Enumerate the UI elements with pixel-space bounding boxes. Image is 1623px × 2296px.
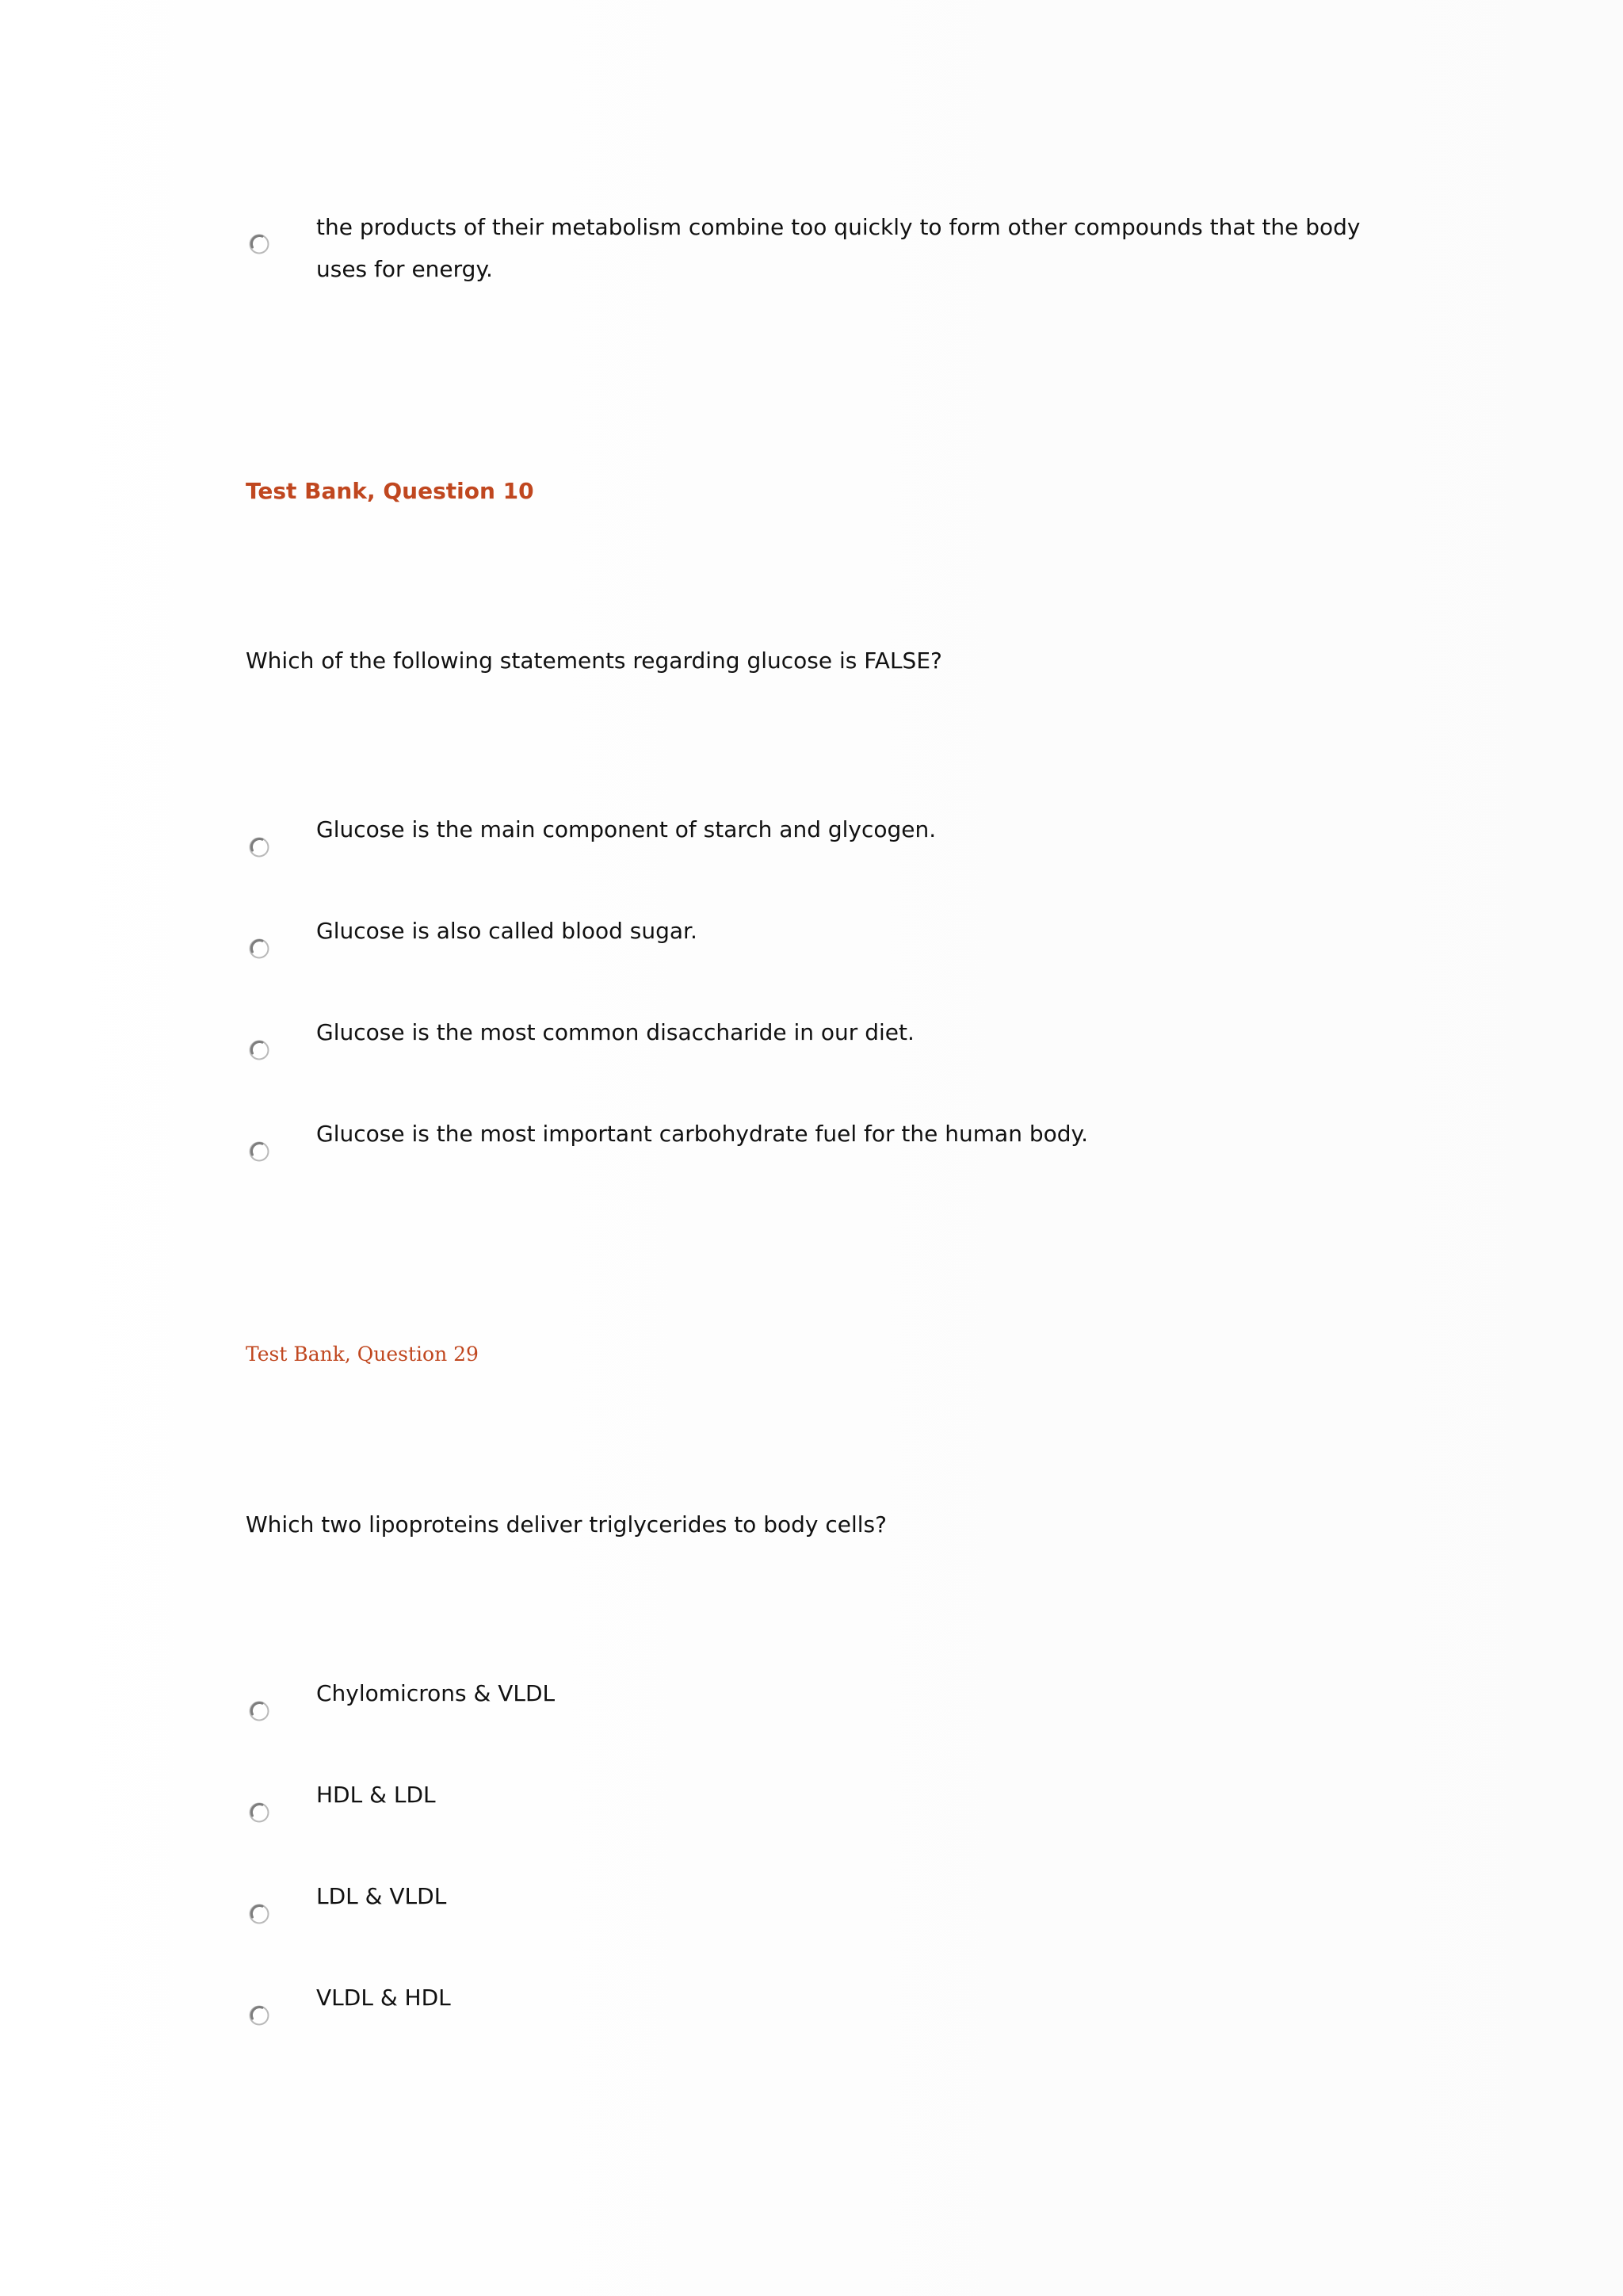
radio-button-icon[interactable]	[247, 1902, 271, 1926]
radio-button-icon[interactable]	[247, 2004, 271, 2027]
question-prompt: Which two lipoproteins deliver triglycerides to body cells?	[246, 1511, 887, 1538]
question-heading: Test Bank, Question 29	[246, 1343, 479, 1366]
answer-option: Chylomicrons & VLDL	[316, 1680, 556, 1706]
answer-option: the products of their metabolism combine too quickly to form other compounds that the body uses for energy.	[316, 214, 1361, 282]
answer-option: Glucose is the most important carbohydrate fuel for the human body.	[316, 1121, 1089, 1147]
answer-option: Glucose is the most common disaccharide in our diet.	[316, 1019, 915, 1045]
answer-option: HDL & LDL	[316, 1782, 436, 1808]
radio-button-icon[interactable]	[247, 1801, 271, 1824]
answer-option: LDL & VLDL	[316, 1883, 447, 1909]
radio-button-icon[interactable]	[247, 1140, 271, 1163]
answer-option: VLDL & HDL	[316, 1985, 451, 2011]
radio-button-icon[interactable]	[247, 835, 271, 859]
radio-button-icon[interactable]	[247, 1699, 271, 1723]
radio-button-icon[interactable]	[247, 937, 271, 961]
radio-button-icon[interactable]	[247, 1038, 271, 1062]
answer-option: Glucose is the main component of starch and glycogen.	[316, 816, 937, 842]
question-heading: Test Bank, Question 10	[246, 478, 534, 504]
answer-option: Glucose is also called blood sugar.	[316, 918, 697, 944]
radio-button-icon[interactable]	[247, 232, 271, 256]
question-prompt: Which of the following statements regarding glucose is FALSE?	[246, 648, 942, 674]
